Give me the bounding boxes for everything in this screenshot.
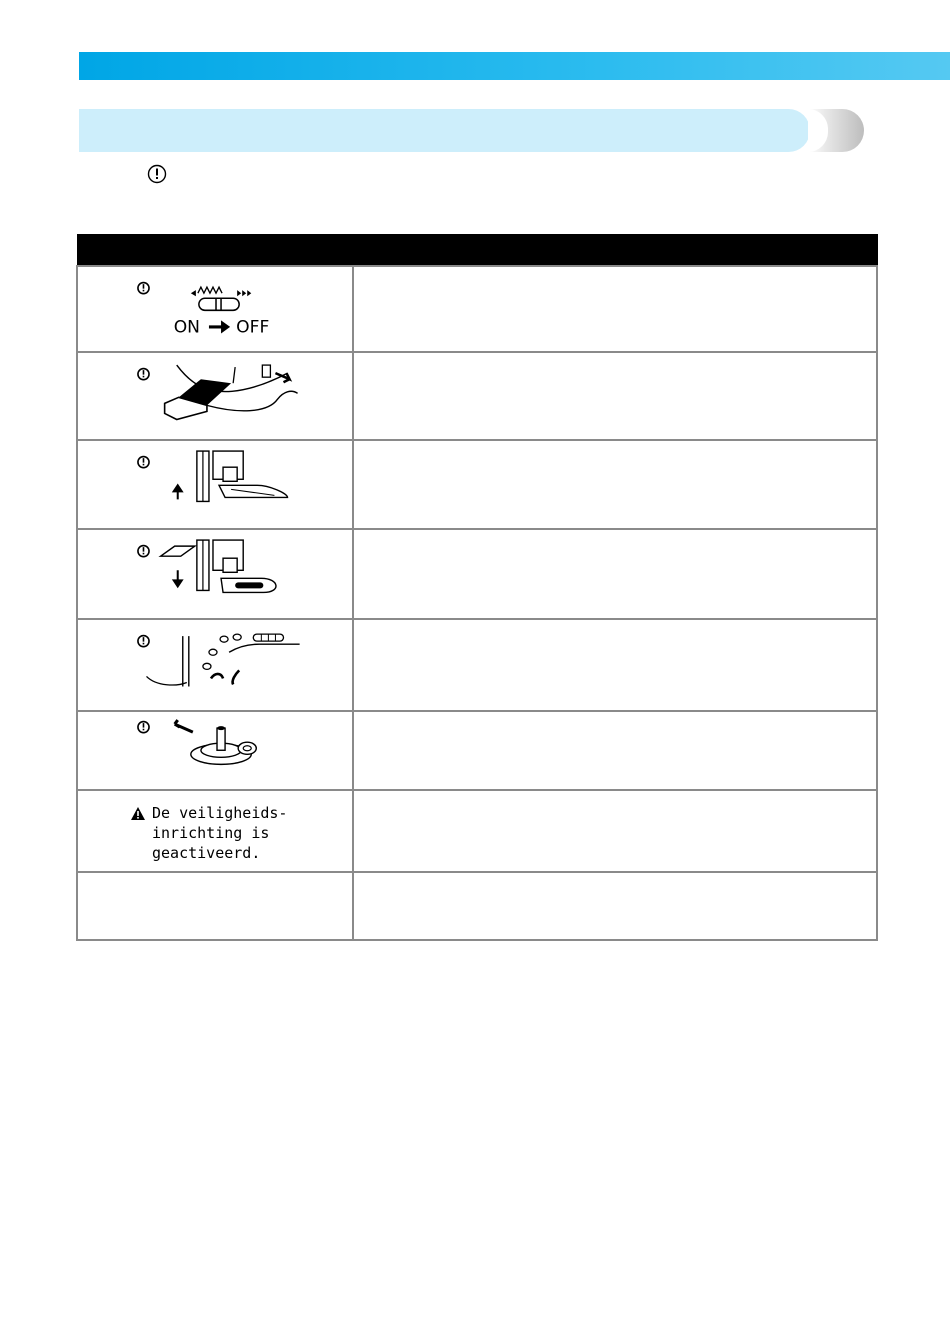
column-header-display <box>77 235 353 267</box>
table-row <box>77 619 877 711</box>
description-cell <box>353 440 877 529</box>
display-cell <box>77 619 353 711</box>
display-cell <box>77 872 353 940</box>
display-cell <box>77 529 353 620</box>
table-row <box>77 790 877 872</box>
section-title-cap <box>808 109 864 152</box>
warning-triangle-icon <box>130 806 146 821</box>
table-row <box>77 440 877 529</box>
top-blue-bar <box>79 52 950 80</box>
description-cell <box>353 619 877 711</box>
thread-path-icon <box>78 620 352 706</box>
caution-icon <box>147 164 167 184</box>
buttonhole-lever-down-icon <box>78 530 352 615</box>
presser-foot-up-icon <box>78 441 352 524</box>
table-row <box>77 529 877 620</box>
speed-switch-on-off-icon <box>78 267 352 347</box>
description-cell <box>353 266 877 352</box>
section-title-bar <box>79 109 810 152</box>
warning-line-3: geactiveerd. <box>152 843 261 862</box>
table-row <box>77 352 877 441</box>
table-row <box>77 711 877 790</box>
description-cell <box>353 790 877 872</box>
switch-on-label: ON <box>173 317 200 338</box>
table-header-row <box>77 235 877 267</box>
bobbin-winder-icon <box>78 712 352 785</box>
description-cell <box>353 352 877 441</box>
description-cell <box>353 711 877 790</box>
table-row <box>77 872 877 940</box>
description-cell <box>353 529 877 620</box>
column-header-cause <box>353 235 877 267</box>
error-message-table <box>76 234 878 941</box>
display-cell <box>77 266 353 352</box>
warning-line-1: De veiligheids- <box>152 803 288 822</box>
table-row <box>77 266 877 352</box>
switch-off-label: OFF <box>236 317 270 338</box>
foot-controller-icon <box>78 353 352 436</box>
display-cell <box>77 440 353 529</box>
display-cell <box>77 352 353 441</box>
display-cell <box>77 790 353 872</box>
display-cell <box>77 711 353 790</box>
description-cell <box>353 872 877 940</box>
warning-line-2: inrichting is <box>152 823 270 842</box>
